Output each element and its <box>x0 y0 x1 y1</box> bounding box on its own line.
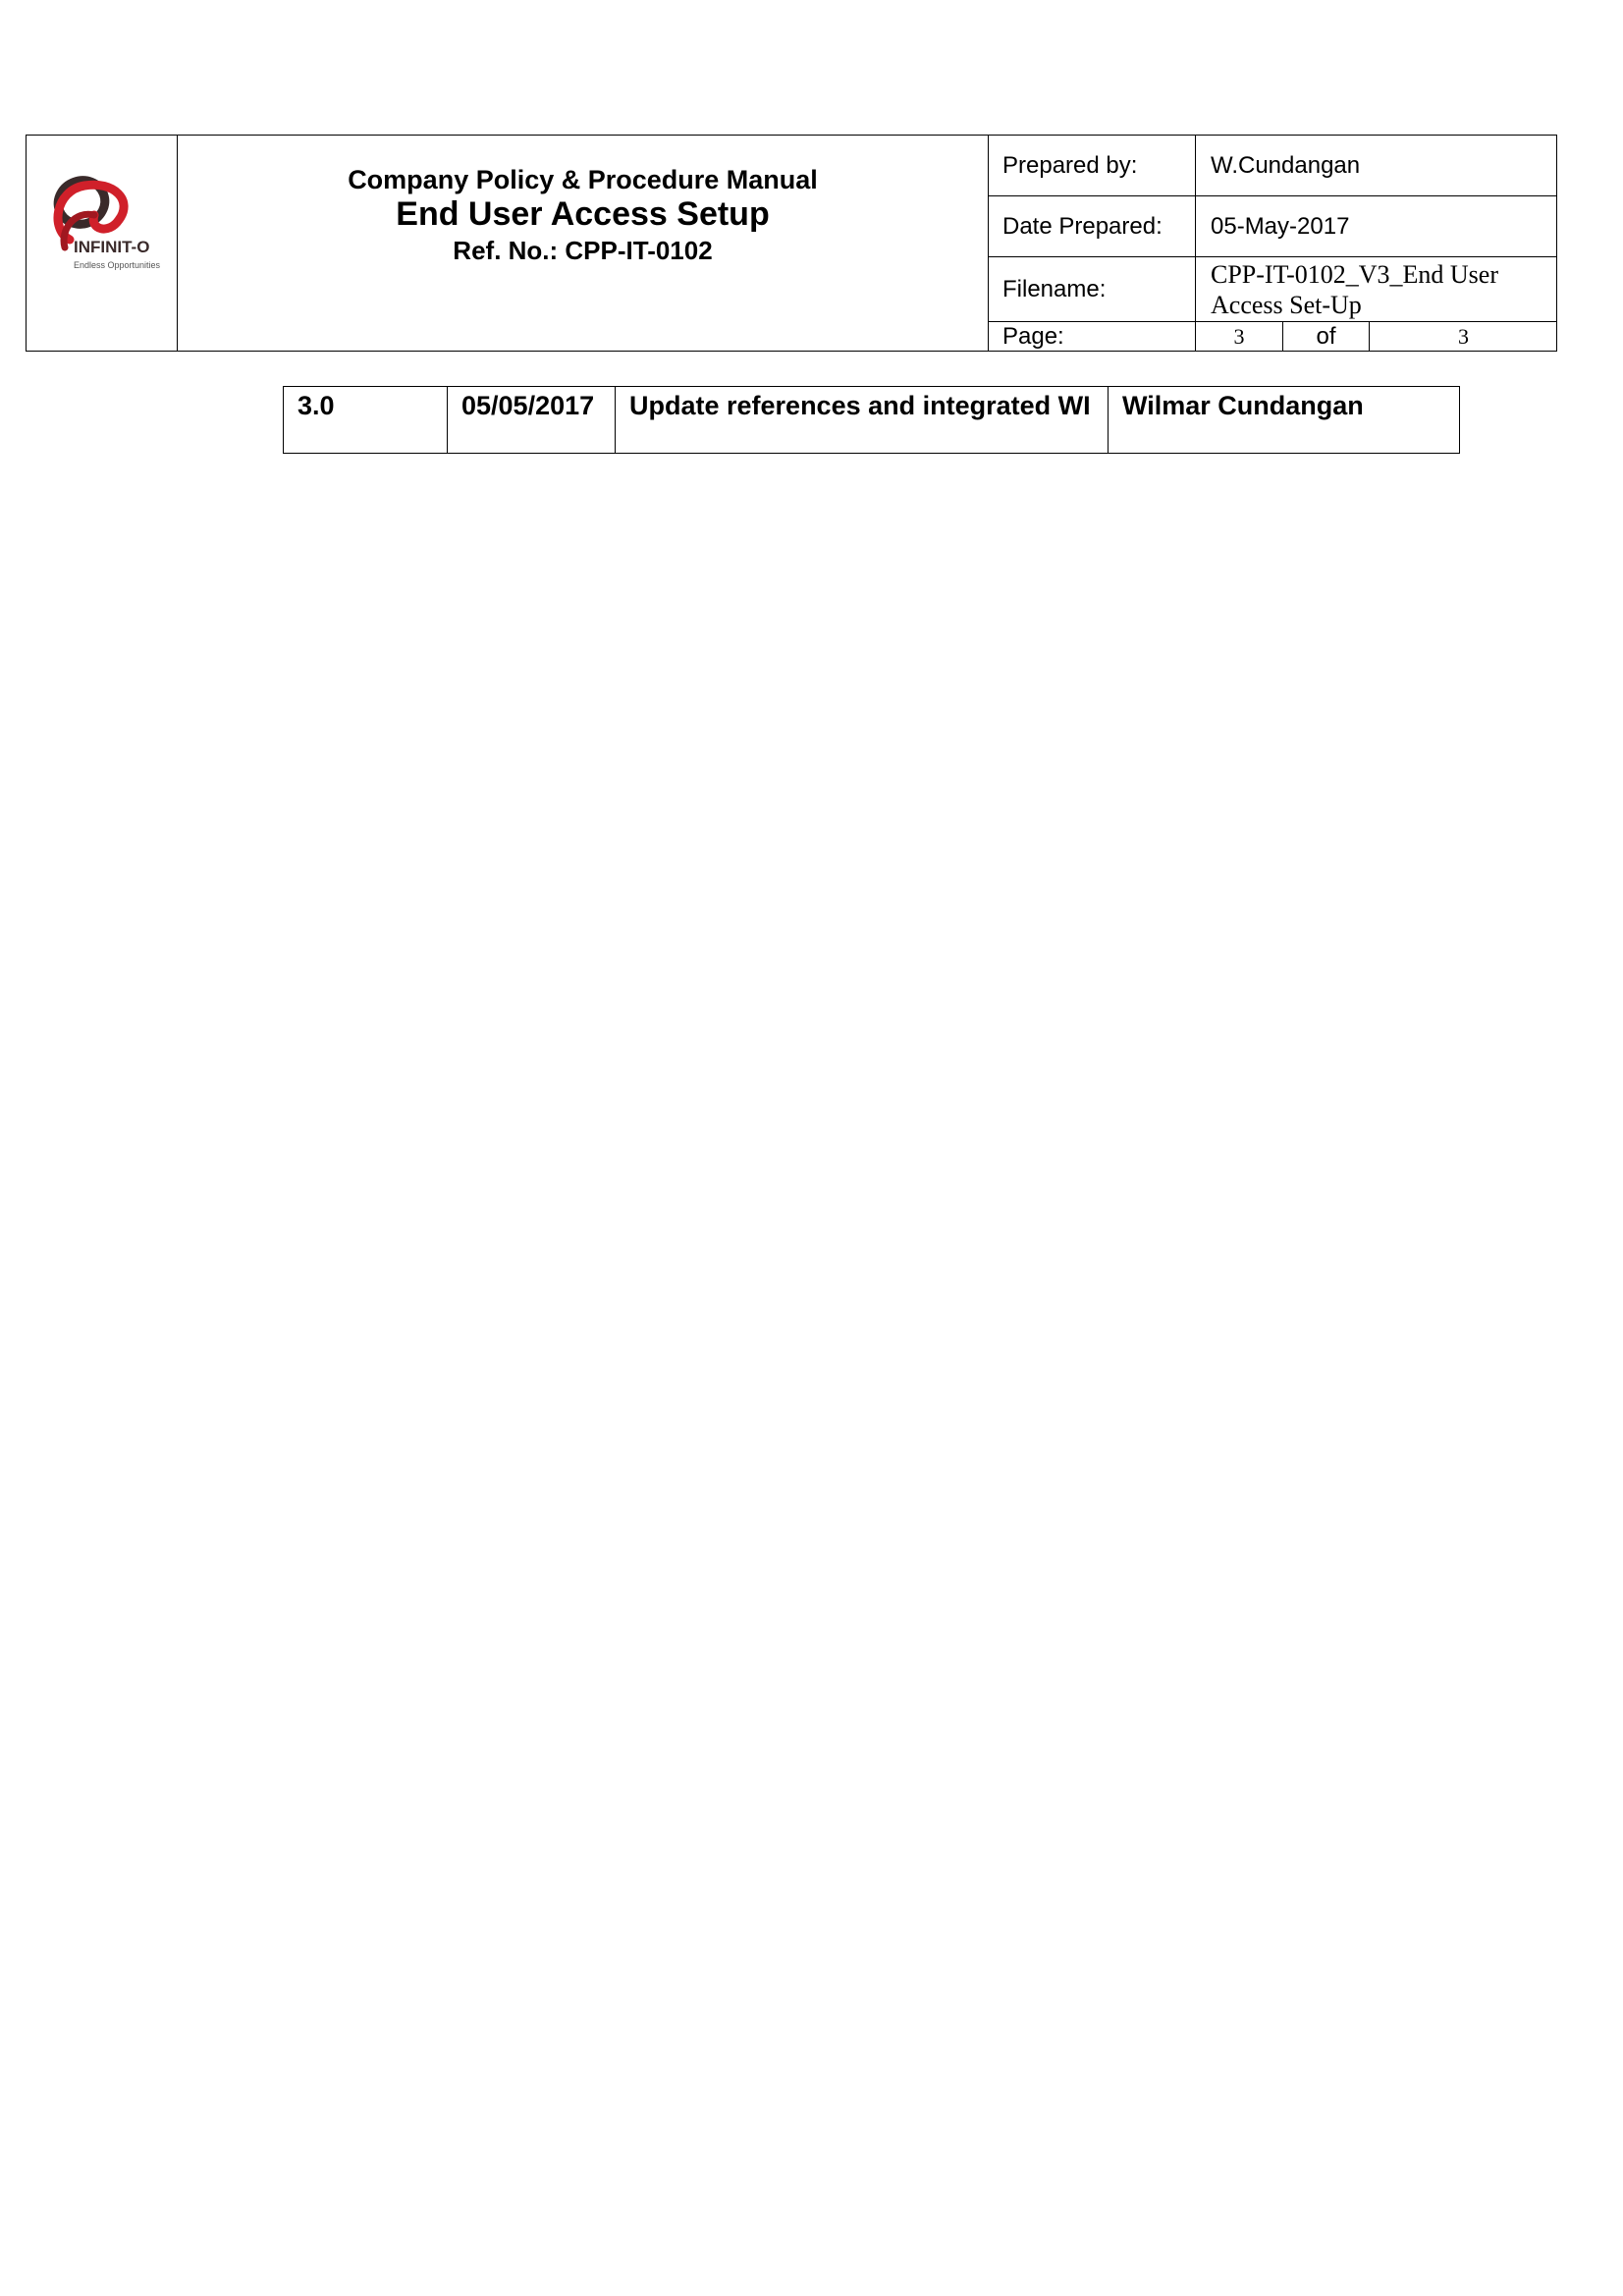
filename-row <box>989 257 1557 322</box>
page-current: 3 <box>1233 324 1245 349</box>
page-row <box>989 322 1557 352</box>
revision-author: Wilmar Cundangan <box>1122 391 1364 420</box>
filename-value: CPP-IT-0102_V3_End User Access Set-Up <box>1211 260 1498 319</box>
document-title: End User Access Setup <box>396 195 770 233</box>
title-cell <box>178 136 988 351</box>
logo-tagline: Endless Opportunities <box>74 260 161 270</box>
filename-label: Filename: <box>989 257 1196 321</box>
revision-version: 3.0 <box>284 387 448 453</box>
page-of-label: of <box>1282 322 1370 352</box>
prepared-by-value: W.Cundangan <box>1211 151 1361 179</box>
prepared-by-label: Prepared by: <box>989 136 1196 195</box>
logo-text: INFINIT-O <box>74 238 150 256</box>
page-total: 3 <box>1458 324 1469 349</box>
date-prepared-label: Date Prepared: <box>989 196 1196 256</box>
logo-cell <box>27 136 178 351</box>
metadata-table <box>988 136 1557 351</box>
revision-history-table <box>283 386 1460 454</box>
manual-title: Company Policy & Procedure Manual <box>348 165 818 194</box>
reference-number: Ref. No.: CPP-IT-0102 <box>453 236 713 265</box>
document-header <box>26 135 1557 352</box>
date-prepared-value: 05-May-2017 <box>1211 212 1350 240</box>
date-prepared-row <box>989 196 1557 257</box>
page-label: Page: <box>989 322 1196 352</box>
company-logo <box>40 171 168 289</box>
revision-description: Update references and integrated WI <box>616 387 1109 453</box>
revision-date: 05/05/2017 <box>448 387 616 453</box>
prepared-by-row <box>989 136 1557 196</box>
